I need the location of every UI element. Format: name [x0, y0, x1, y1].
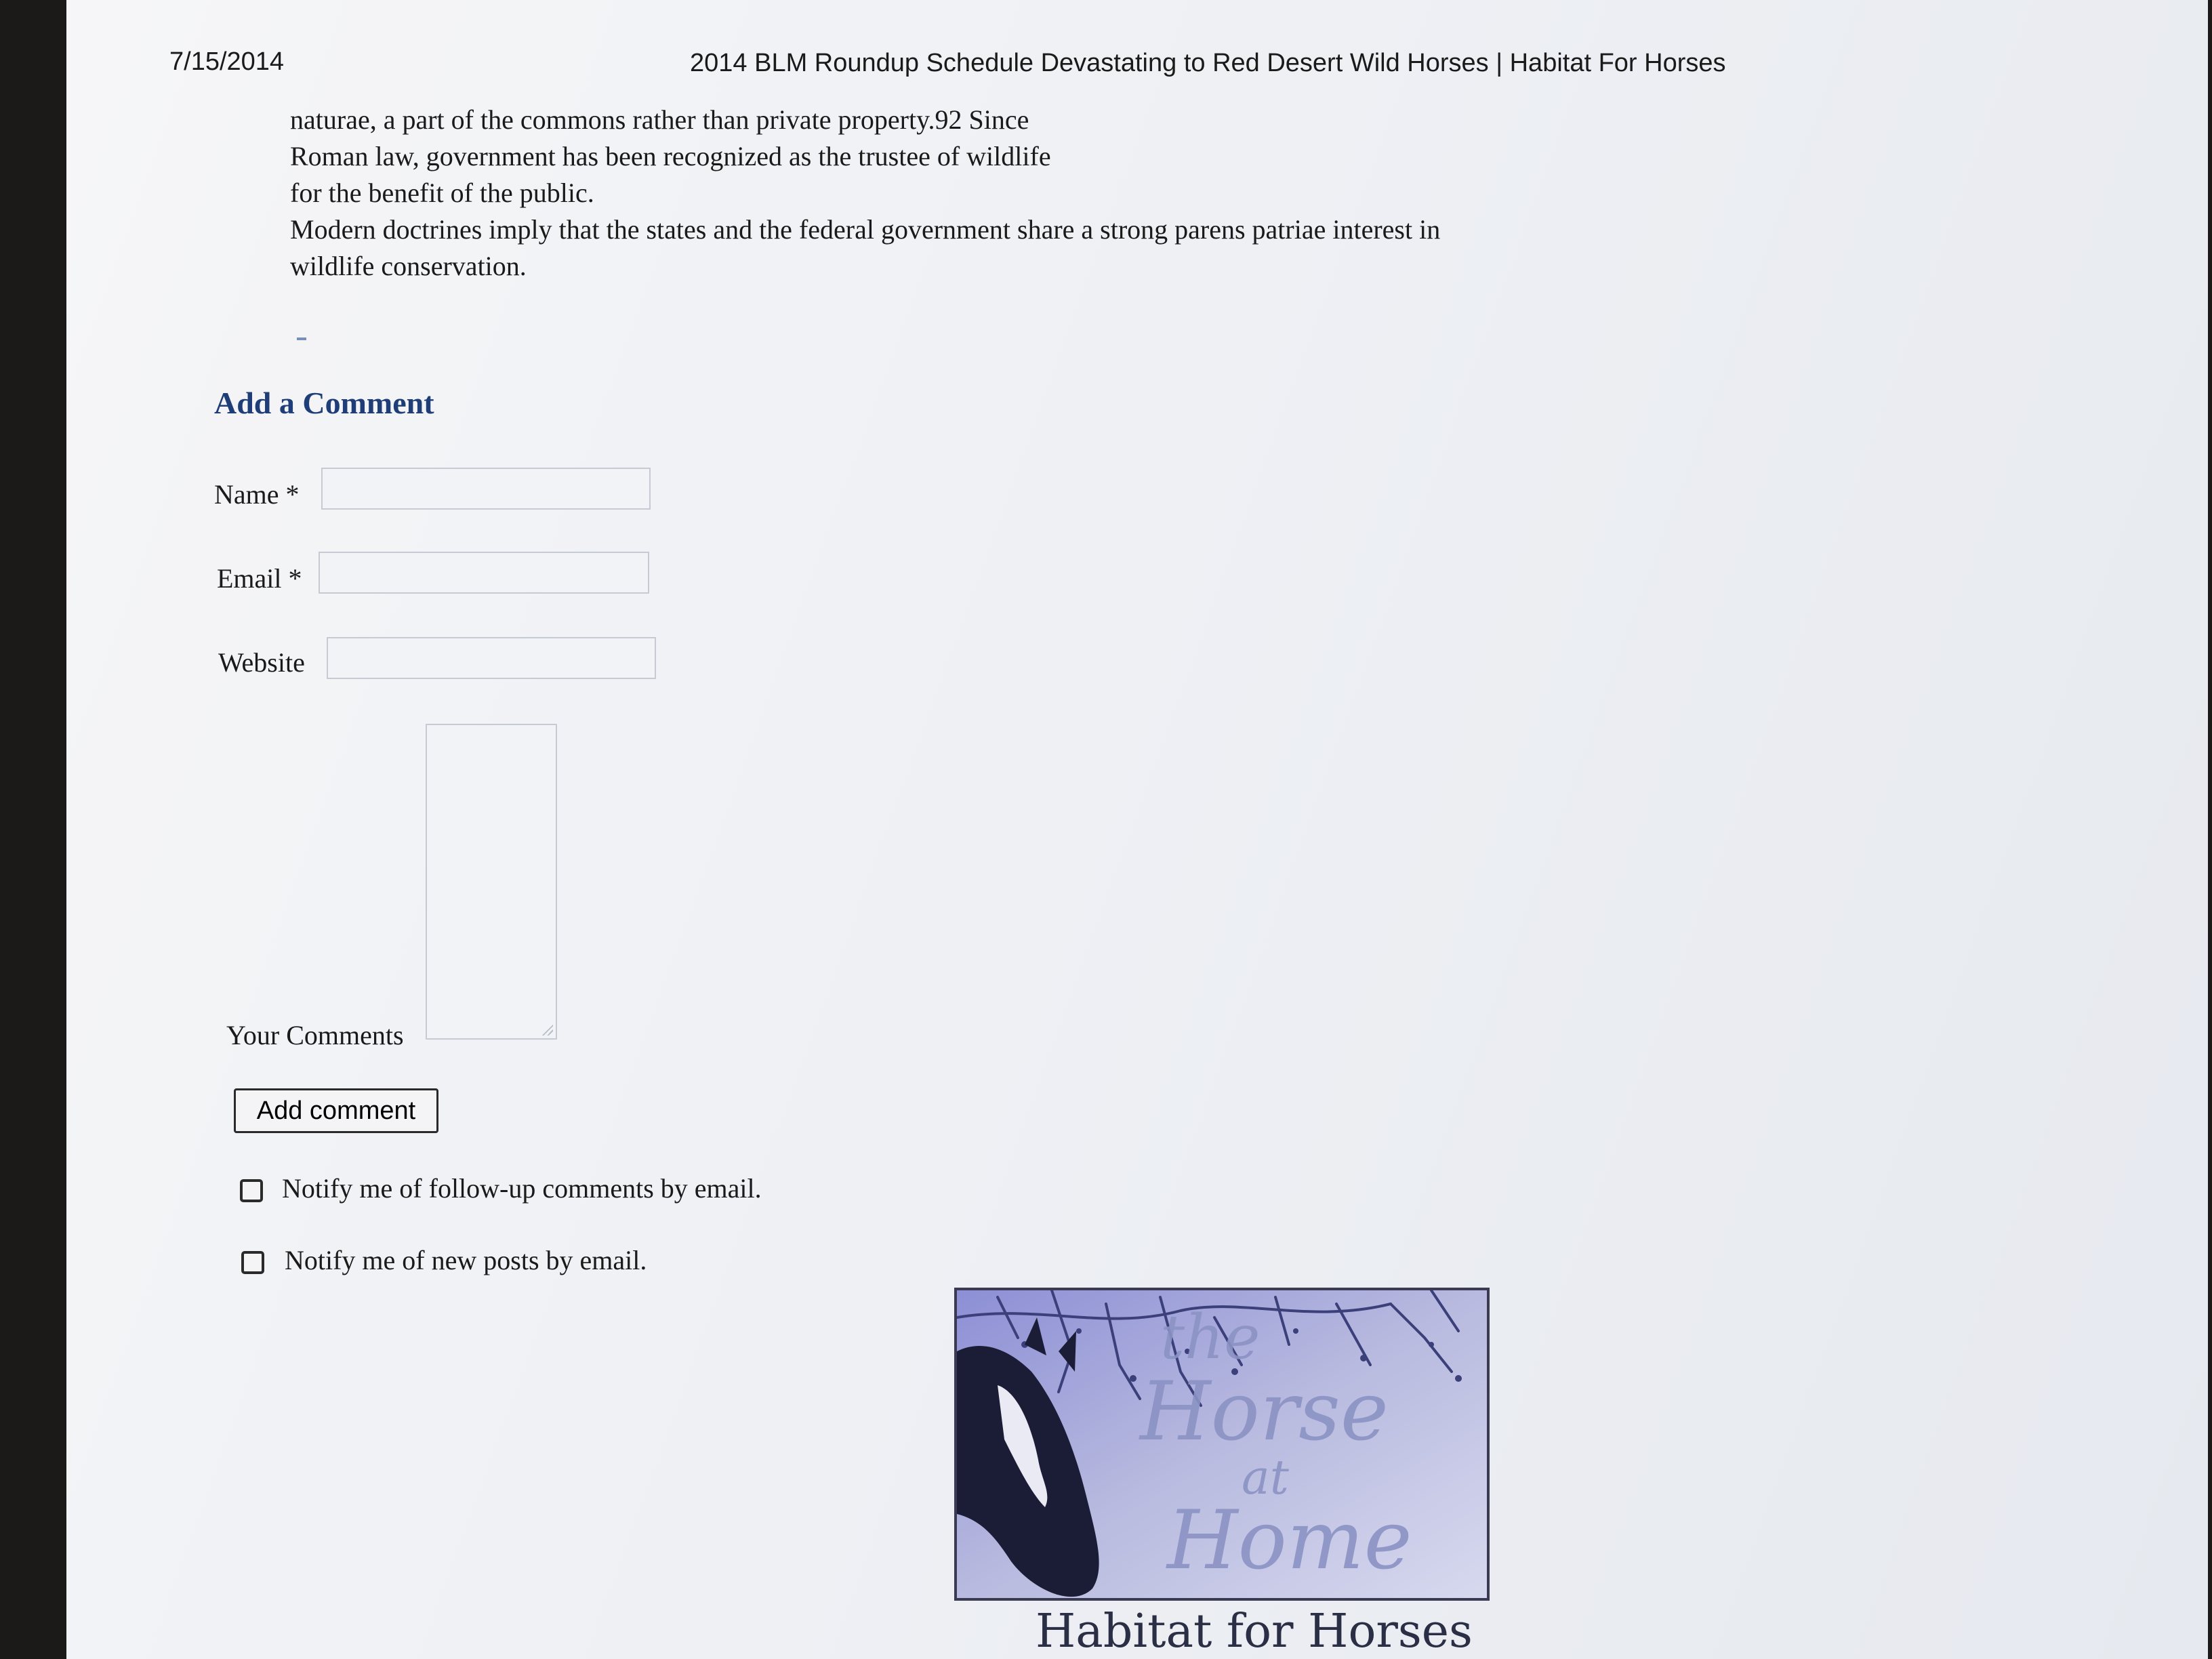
article-line: wildlife conservation. [290, 251, 527, 281]
horse-at-home-logo [954, 1288, 1490, 1601]
logo-word: Home [1167, 1494, 1412, 1588]
logo-word: Horse [1140, 1365, 1389, 1459]
article-line: naturae, a part of the commons rather than private property.92 Since [290, 104, 1029, 135]
article-line: Modern doctrines imply that the states and the federal government share a strong parens patriae interest in [290, 214, 1441, 245]
website-field[interactable] [327, 637, 656, 679]
website-label: Website [218, 647, 305, 678]
notify-followup-checkbox[interactable] [240, 1179, 263, 1202]
article-line: for the benefit of the public. [290, 178, 594, 208]
name-field[interactable] [321, 468, 651, 510]
comments-label: Your Comments [226, 1020, 404, 1050]
email-label: Email * [217, 563, 302, 594]
notify-posts-label: Notify me of new posts by email. [285, 1245, 647, 1275]
notify-followup-label: Notify me of follow-up comments by email. [282, 1173, 762, 1204]
notify-posts-checkbox[interactable] [241, 1251, 264, 1274]
resize-handle-icon[interactable] [541, 1023, 553, 1036]
article-line: Roman law, government has been recognized as the trustee of wildlife [290, 141, 1051, 171]
logo-caption: Habitat for Horses [1036, 1605, 1473, 1658]
print-page-title: 2014 BLM Roundup Schedule Devastating to Red Desert Wild Horses | Habitat For Horses [690, 49, 1726, 77]
printed-page [66, 0, 2208, 1659]
logo-word: at [1242, 1450, 1289, 1505]
email-field[interactable] [319, 552, 649, 594]
print-date: 7/15/2014 [169, 47, 285, 76]
name-label: Name * [214, 479, 300, 510]
article-excerpt [290, 102, 1440, 285]
comment-form-heading: Add a Comment [214, 386, 434, 420]
separator-mark [297, 337, 306, 340]
logo-word: the [1160, 1302, 1261, 1373]
comments-textarea[interactable] [426, 724, 557, 1040]
add-comment-button[interactable]: Add comment [234, 1088, 438, 1133]
